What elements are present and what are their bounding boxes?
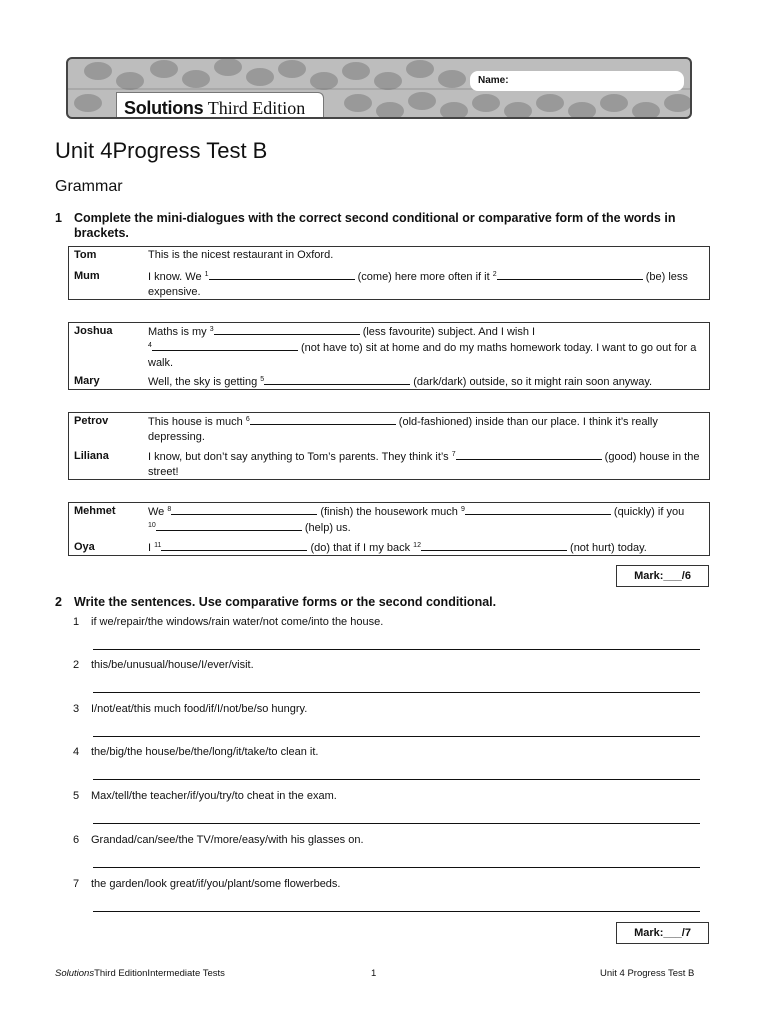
section-heading: Grammar [55, 178, 123, 195]
answer-blank[interactable] [171, 504, 317, 515]
brand-logo [116, 92, 324, 119]
answer-blank[interactable] [250, 414, 396, 425]
answer-blank[interactable] [497, 269, 643, 280]
answer-line[interactable] [93, 649, 700, 650]
answer-line[interactable] [93, 779, 700, 780]
speaker-name: Mary [74, 375, 100, 387]
dialogue-line: I know. We $^1$ (come) here more often if it $^2$ (be) less expensive. [148, 271, 688, 298]
dialogue-box [68, 246, 710, 300]
answer-blank[interactable] [456, 449, 602, 460]
speaker-name: Oya [74, 541, 95, 553]
mark-box: Mark:___/6 [616, 565, 709, 587]
dialogue-line: Maths is my $^3$ (less favourite) subject. And I wish I $^4$ (not have to) sit at home and do my maths homework today. I want to go out for a walk. [148, 326, 697, 369]
page-number: 1 [371, 968, 377, 979]
brand-edition: Third Edition [207, 98, 306, 118]
dialogue-line: I $^{11}$ (do) that if I my back $^{12}$ (not hurt) today. [148, 542, 647, 554]
answer-blank[interactable] [152, 340, 298, 351]
answer-line[interactable] [93, 823, 700, 824]
answer-blank[interactable] [209, 269, 355, 280]
answer-blank[interactable] [161, 540, 307, 551]
answer-line[interactable] [93, 692, 700, 693]
speaker-name: Tom [74, 249, 97, 261]
footer-right: Unit 4 Progress Test B [600, 968, 695, 979]
dialogue-line: This is the nicest restaurant in Oxford. [148, 249, 334, 261]
speaker-name: Petrov [74, 415, 109, 427]
answer-blank[interactable] [465, 504, 611, 515]
brand-bold: Solutions [124, 98, 204, 118]
answer-line[interactable] [93, 736, 700, 737]
speaker-name: Mehmet [74, 505, 116, 517]
dialogue-box [68, 412, 710, 480]
answer-blank[interactable] [421, 540, 567, 551]
dialogue-line: We $^8$ (finish) the housework much $^9$ (quickly) if you $^{10}$ (help) us. [148, 506, 685, 534]
speaker-name: Liliana [74, 450, 109, 462]
question-instruction: Write the sentences. Use comparative forms or the second conditional. [74, 595, 497, 609]
speaker-name: Mum [74, 270, 100, 282]
answer-blank[interactable] [214, 324, 360, 335]
question-instruction: Complete the mini-dialogues with the correct second conditional or comparative form of the words in brackets. [74, 211, 676, 240]
header-banner [66, 57, 692, 119]
question-number: 2 [55, 595, 62, 609]
mark-box: Mark:___/7 [616, 922, 709, 944]
dialogue-box [68, 502, 710, 556]
answer-line[interactable] [93, 867, 700, 868]
footer-left: SolutionsThird EditionIntermediate Tests [55, 968, 225, 979]
answer-blank[interactable] [264, 374, 410, 385]
speaker-name: Joshua [74, 325, 113, 337]
answer-blank[interactable] [156, 520, 302, 531]
answer-line[interactable] [93, 911, 700, 912]
name-label: Name: [478, 75, 509, 86]
name-field[interactable] [470, 71, 684, 91]
dialogue-line: This house is much $^6$ (old-fashioned) inside than our place. I think it’s really depressing. [148, 416, 658, 443]
question-number: 1 [55, 211, 62, 225]
dialogue-line: I know, but don’t say anything to Tom’s parents. They think it’s $^7$ (good) house in the street! [148, 451, 700, 478]
page-title: Unit 4Progress Test B [55, 138, 268, 163]
dialogue-box [68, 322, 710, 390]
dialogue-line: Well, the sky is getting $^5$ (dark/dark) outside, so it might rain soon anyway. [148, 376, 653, 388]
